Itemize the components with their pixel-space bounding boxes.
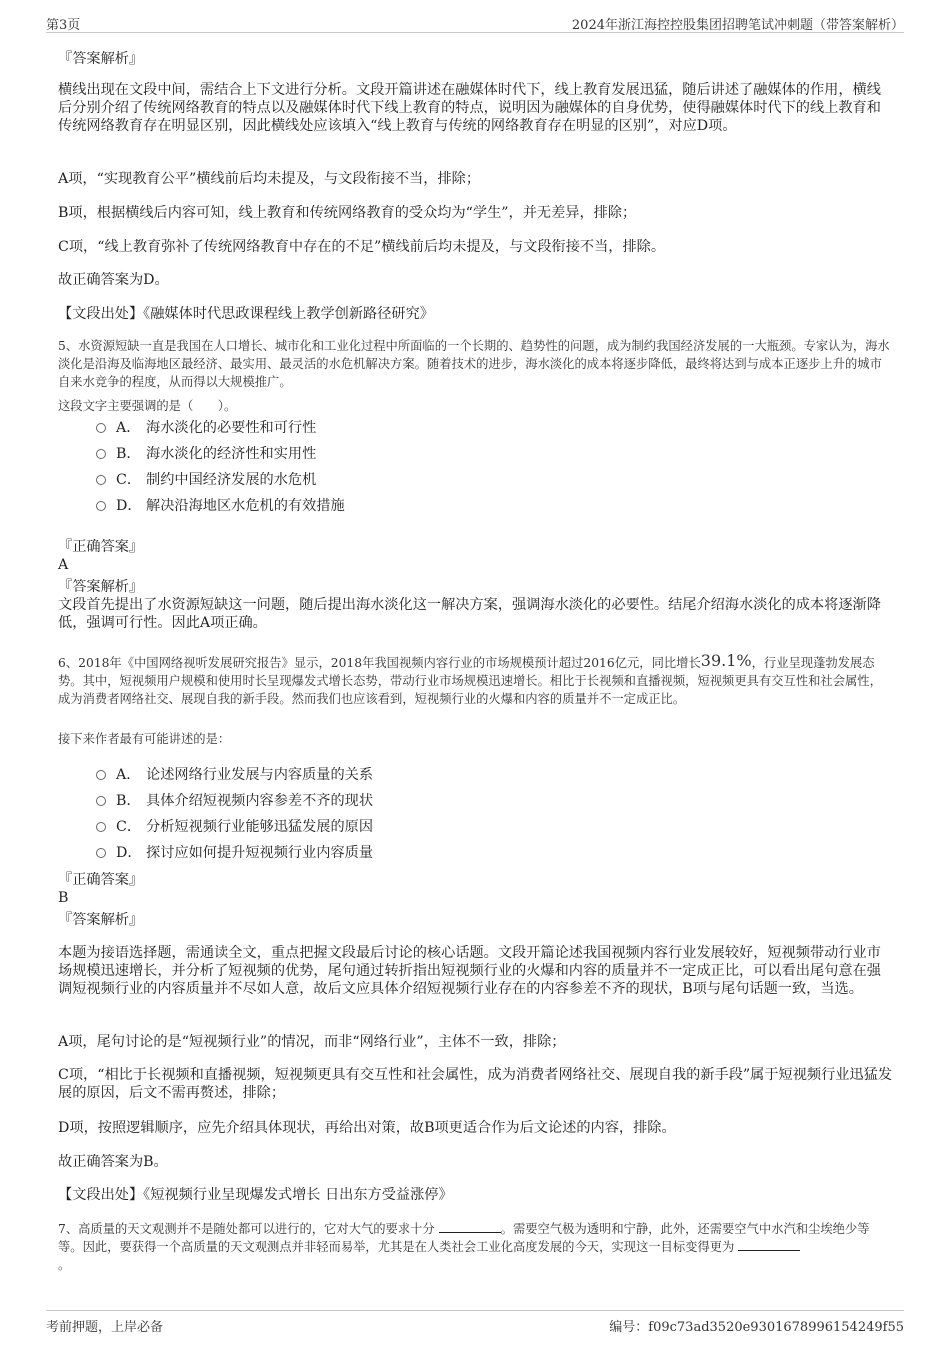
- q6-question: 接下来作者最有可能讲述的是：: [58, 732, 231, 746]
- q5-stem: 5、水资源短缺一直是我国在人口增长、城市化和工业化过程中所面临的一个长期的、趋势性的问题，成为制约我国经济发展的一大瓶颈。专家认为，海水淡化是沿海及临海地区最经济、最实用、最灵活的水危机解决方案。随着技术的进步，海水淡化的成本将逐步降低，最终将达到与成本正逐步上升的城市自来水竞争的程度，从而得以大规模推广。: [58, 339, 890, 389]
- q4-option-c-note: C项，“线上教育弥补了传统网络教育中存在的不足”横线前后均未提及，与文段衔接不当，排除。: [58, 239, 666, 255]
- q6-analysis-label: 『答案解析』: [58, 912, 144, 928]
- q4-option-b-note: B项，根据横线后内容可知，线上教育和传统网络教育的受众均为“学生”，并无差异，排除；: [58, 205, 637, 221]
- option-letter: A．: [116, 767, 141, 783]
- q6-option-d[interactable]: [96, 844, 373, 862]
- q6-stem-part-2: ，行业呈现蓬勃发展态势。其中，短视频用户规模和使用时长呈现爆发式增长态势，带动行业市场规模迅速增长。相比于长视频和直播视频，短视频更具有交互性和社会属性，成为消费者网络社交、展现自我的新手段。然而我们也应该看到，短视频行业的火爆和内容的质量并不一定成正比。: [58, 656, 882, 706]
- radio-button-icon[interactable]: [96, 449, 106, 459]
- q6-option-c[interactable]: [96, 818, 373, 836]
- q7-stem-part-3: 。: [58, 1258, 71, 1272]
- q6-answer-label: 『正确答案』: [58, 872, 144, 888]
- q6-stem: [58, 652, 894, 708]
- radio-button-icon[interactable]: [96, 796, 106, 806]
- radio-button-icon[interactable]: [96, 501, 106, 511]
- option-letter: C．: [116, 472, 142, 488]
- page-header: [46, 12, 904, 33]
- page-footer: [46, 1310, 904, 1335]
- q6-option-b[interactable]: [96, 792, 373, 810]
- q6-analysis: 本题为接语选择题，需通读全文，重点把握文段最后讨论的核心话题。文段开篇论述我国视频内容行业发展较好，短视频带动行业市场规模迅速增长，并分析了短视频的优势，尾句通过转折指出短视频行业的火爆和内容的质量并不一定成正比，可以看出尾句意在强调短视频行业的内容质量并不尽如人意，故后文应具体介绍短视频行业存在的内容参差不齐的现状，B项与尾句话题一致，当选。: [58, 945, 881, 997]
- option-letter: A．: [116, 420, 141, 436]
- q5-option-d[interactable]: [96, 497, 345, 515]
- q7-stem-part-2: 。需要空气极为透明和宁静，此外，还需要空气中水汽和尘埃绝少等等。因此，要获得一个高质量的天文观测点并非轻而易举，尤其是在人类社会工业化高度发展的今天，实现这一目标变得更为: [58, 1222, 870, 1254]
- option-text: 海水淡化的必要性和可行性: [146, 420, 317, 436]
- q5-answer-label: 『正确答案』: [58, 539, 144, 555]
- option-letter: B．: [116, 793, 141, 809]
- page-number: 第3页: [46, 18, 81, 33]
- q5-question: 这段文字主要强调的是（ ）。: [58, 399, 237, 413]
- q7-stem-part-1: 7、高质量的天文观测并不是随处都可以进行的，它对大气的要求十分: [58, 1222, 435, 1236]
- q5-option-c[interactable]: [96, 471, 316, 489]
- footer-slogan: 考前押题，上岸必备: [46, 1320, 164, 1335]
- q6-stem-part-1: 6、2018年《中国网络视听发展研究报告》显示，2018年我国视频内容行业的市场规模预计超过2016亿元，同比增长: [58, 656, 701, 670]
- option-text: 探讨应如何提升短视频行业内容质量: [146, 845, 374, 861]
- fill-in-blank-1[interactable]: [439, 1220, 501, 1233]
- radio-button-icon[interactable]: [96, 822, 106, 832]
- document-id: 编号：f09c73ad3520e9301678996154249f55: [609, 1320, 904, 1335]
- q5-option-a[interactable]: [96, 419, 316, 437]
- q6-conclusion: 故正确答案为B。: [58, 1154, 168, 1170]
- q6-option-a[interactable]: [96, 766, 373, 784]
- document-title: 2024年浙江海控控股集团招聘笔试冲刺题（带答案解析）: [571, 18, 904, 33]
- q6-option-d-note: D项，按照逻辑顺序，应先介绍具体现状，再给出对策，故B项更适合作为后文论述的内容，排除。: [58, 1120, 676, 1136]
- q4-analysis-label: 『答案解析』: [58, 51, 144, 67]
- option-text: 解决沿海地区水危机的有效措施: [146, 498, 345, 514]
- q5-answer: A: [58, 557, 69, 573]
- q5-analysis: 文段首先提出了水资源短缺这一问题，随后提出海水淡化这一解决方案，强调海水淡化的必要性。结尾介绍海水淡化的成本将逐渐降低，强调可行性。因此A项正确。: [58, 597, 881, 631]
- q4-source: 【文段出处】《融媒体时代思政课程线上教学创新路径研究》: [58, 306, 434, 322]
- option-letter: D．: [116, 845, 142, 861]
- q5-analysis-label: 『答案解析』: [58, 579, 144, 595]
- q6-growth-rate: 39.1%: [700, 651, 752, 670]
- q6-option-a-note: A项，尾句讨论的是“短视频行业”的情况，而非“网络行业”，主体不一致，排除；: [58, 1034, 566, 1050]
- radio-button-icon[interactable]: [96, 423, 106, 433]
- q6-option-c-note: C项，“相比于长视频和直播视频，短视频更具有交互性和社会属性，成为消费者网络社交、展现自我的新手段”属于短视频行业迅猛发展的原因，后文不需再赘述，排除；: [58, 1067, 893, 1101]
- radio-button-icon[interactable]: [96, 848, 106, 858]
- q5-option-b[interactable]: [96, 445, 316, 463]
- fill-in-blank-2[interactable]: [738, 1238, 800, 1251]
- option-letter: D．: [116, 498, 142, 514]
- option-letter: B．: [116, 446, 141, 462]
- option-letter: C．: [116, 819, 142, 835]
- option-text: 海水淡化的经济性和实用性: [146, 446, 317, 462]
- option-text: 具体介绍短视频内容参差不齐的现状: [146, 793, 374, 809]
- q6-source: 【文段出处】《短视频行业呈现爆发式增长 日出东方受益涨停》: [58, 1187, 453, 1203]
- radio-button-icon[interactable]: [96, 770, 106, 780]
- q4-option-a-note: A项，“实现教育公平”横线前后均未提及，与文段衔接不当，排除；: [58, 171, 481, 187]
- option-text: 制约中国经济发展的水危机: [146, 472, 317, 488]
- q6-answer: B: [58, 890, 69, 906]
- q4-analysis: 横线出现在文段中间，需结合上下文进行分析。文段开篇讲述在融媒体时代下，线上教育发展迅猛，随后讲述了融媒体的作用，横线后分别介绍了传统网络教育的特点以及融媒体时代下线上教育的特点，说明因为融媒体的自身优势，使得融媒体时代下的线上教育和传统网络教育存在明显区别，因此横线处应该填入“线上教育与传统的网络教育存在明显的区别”，对应D项。: [58, 82, 881, 134]
- q4-conclusion: 故正确答案为D。: [58, 272, 169, 288]
- q7-stem: [58, 1220, 894, 1274]
- radio-button-icon[interactable]: [96, 475, 106, 485]
- option-text: 论述网络行业发展与内容质量的关系: [146, 767, 374, 783]
- option-text: 分析短视频行业能够迅猛发展的原因: [146, 819, 374, 835]
